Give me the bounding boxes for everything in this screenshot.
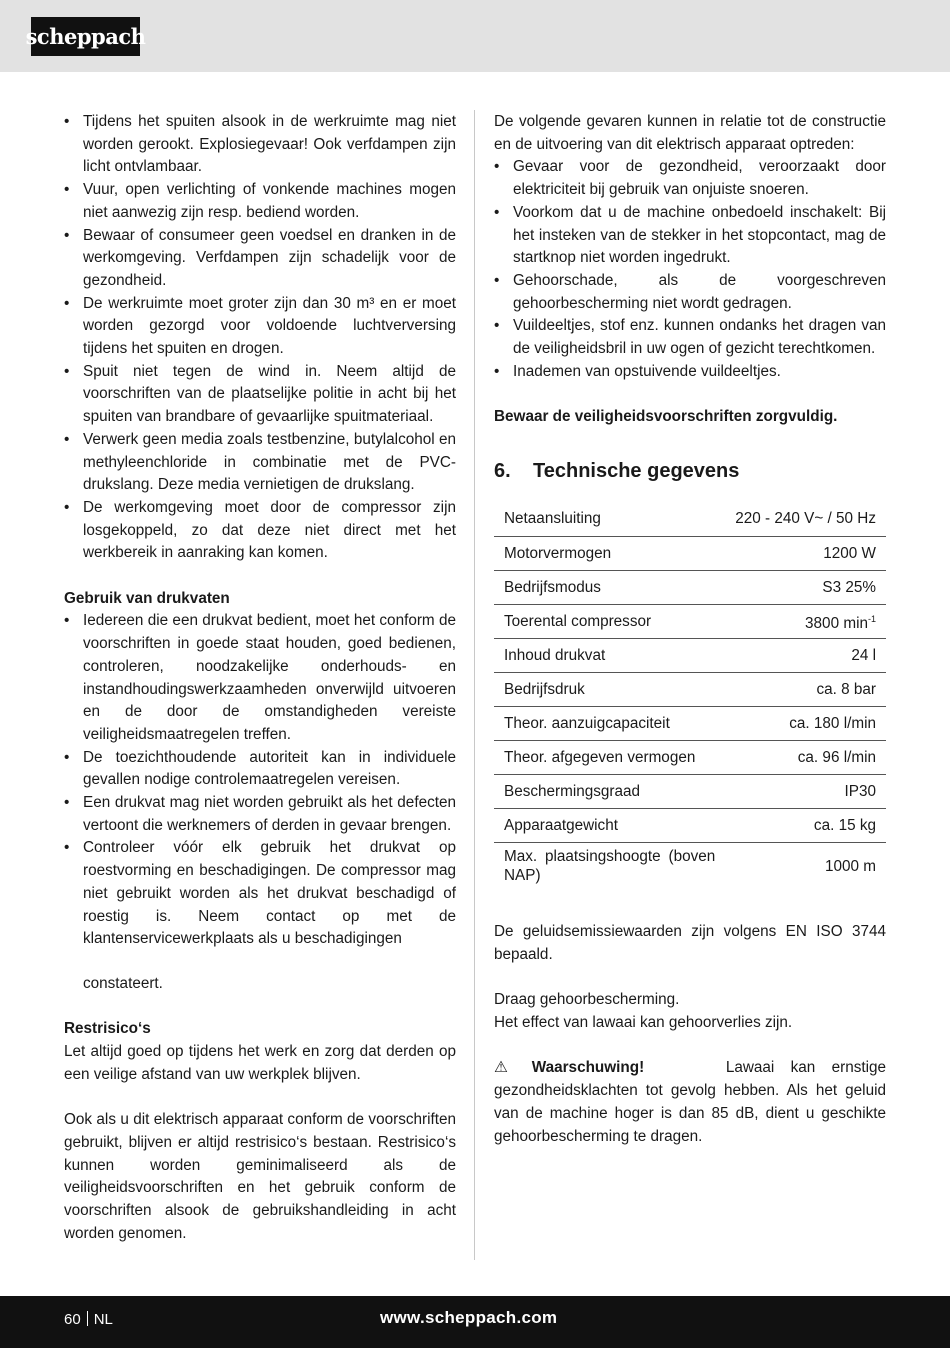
list-item: • Verwerk geen media zoals testbenzine, butylalcohol en methyleenchloride in combinatie met de PVC-drukslang. Deze media vernietigen de drukslang. xyxy=(64,429,456,497)
table-row xyxy=(494,638,886,672)
spec-label: Beschermingsgraad xyxy=(494,774,725,808)
noise-warning xyxy=(494,1057,886,1148)
pressure-vessel-list xyxy=(64,610,456,951)
spec-value: S3 25% xyxy=(725,570,886,604)
spec-value xyxy=(725,604,886,638)
list-item: • Spuit niet tegen de wind in. Neem altijd de voorschriften van de plaatselijke politie in acht bij het spuiten van brandbare of gevaarlijke spuitmateriaal. xyxy=(64,361,456,429)
left-column xyxy=(64,111,456,1245)
spec-value-exponent: -1 xyxy=(867,613,876,624)
warning-label: Waarschuwing! xyxy=(531,1059,645,1077)
keep-instructions-note: Bewaar de veiligheidsvoorschriften zorgvuldig. xyxy=(494,408,838,426)
page-number-value: 60 xyxy=(64,1311,81,1328)
spec-value: IP30 xyxy=(725,774,886,808)
page-footer xyxy=(0,1296,950,1348)
spec-label: Max. plaatsingshoogte (boven NAP) xyxy=(504,848,716,885)
list-item: • De werkomgeving moet door de compressor zijn losgekoppeld, zo dat deze niet direct met het werkbereik in aanraking kan komen. xyxy=(64,497,456,565)
list-item: • Inademen van opstuivende vuildeeltjes. xyxy=(494,361,886,384)
table-row xyxy=(494,604,886,638)
list-item: • Voorkom dat u de machine onbedoeld inschakelt: Bij het insteken van de stekker in het stopcontact, mag de startknop niet worden ingedrukt. xyxy=(494,202,886,270)
spec-value-text: 3800 min xyxy=(805,614,868,632)
column-divider xyxy=(474,110,475,1260)
spec-label: Theor. aanzuigcapaciteit xyxy=(494,706,725,740)
section-number: 6. xyxy=(494,459,511,482)
list-item: • Controleer vóór elk gebruik het drukvat op roestvorming en beschadigingen. De compressor mag niet gebruikt worden als het drukvat beschadigd of roestig is. Neem contact op met de klantenservicewerkplaats als u beschadigingen xyxy=(64,837,456,951)
table-row xyxy=(494,808,886,842)
spec-value: 1000 m xyxy=(824,857,876,875)
list-item: • Vuur, open verlichting of vonkende machines mogen niet aanwezig zijn resp. bediend worden. xyxy=(64,179,456,224)
list-item: • De werkruimte moet groter zijn dan 30 m³ en er moet worden gezorgd voor voldoende luchtverversing tijdens het spuiten en drogen. xyxy=(64,293,456,361)
separator xyxy=(87,1311,88,1326)
spray-safety-list xyxy=(64,111,456,565)
warning-text: Lawaai kan ernstige gezondheidsklachten tot gevolg hebben. Als het geluid van de machine hoger is dan 85 dB, dient u geschikte gehoorbescherming te dragen. xyxy=(494,1059,887,1145)
brand-logo: scheppach xyxy=(31,17,140,56)
section-title xyxy=(494,460,886,483)
spec-value: 220 - 240 V~ / 50 Hz xyxy=(725,502,886,536)
spec-label: Bedrijfsmodus xyxy=(494,570,725,604)
pressure-vessel-heading: Gebruik van drukvaten xyxy=(64,589,230,607)
spec-label: Netaansluiting xyxy=(494,502,725,536)
website-link[interactable]: www.scheppach.com xyxy=(380,1308,558,1327)
list-item: • Bewaar of consumeer geen voedsel en dranken in de werkomgeving. Verfdampen zijn schadelijk voor de gezondheid. xyxy=(64,225,456,293)
list-item: • De toezichthoudende autoriteit kan in individuele gevallen nodige controlemaatregelen vereisen. xyxy=(64,747,456,792)
continued-text: constateert. xyxy=(83,975,163,992)
hazards-list xyxy=(494,156,886,383)
language-code: NL xyxy=(93,1311,113,1328)
spec-value: ca. 180 l/min xyxy=(725,706,886,740)
noise-emission-text: De geluidsemissiewaarden zijn volgens EN ISO 3744 bepaald. xyxy=(494,923,886,963)
table-row xyxy=(494,536,886,570)
table-row xyxy=(494,842,886,890)
spec-value: ca. 96 l/min xyxy=(725,740,886,774)
residual-risk-text-1: Let altijd goed op tijdens het werk en zorg dat derden op een veilige afstand van uw werkplek blijven. xyxy=(64,1043,456,1083)
page-number xyxy=(64,1311,113,1328)
table-row xyxy=(494,570,886,604)
list-item: • Gehoorschade, als de voorgeschreven gehoorbescherming niet wordt gedragen. xyxy=(494,270,886,315)
list-item: • Gevaar voor de gezondheid, veroorzaakt door elektriciteit bij gebruik van onjuiste snoeren. xyxy=(494,156,886,201)
table-row xyxy=(494,502,886,536)
spec-value: 24 l xyxy=(725,638,886,672)
residual-risk-heading: Restrisico‘s xyxy=(64,1020,151,1038)
spec-label: Apparaatgewicht xyxy=(494,808,725,842)
spec-value: ca. 8 bar xyxy=(725,672,886,706)
page-header xyxy=(0,0,950,72)
warning-icon: ⚠ xyxy=(494,1059,508,1077)
table-row xyxy=(494,740,886,774)
residual-risk-text-2: Ook als u dit elektrisch apparaat conform de voorschriften gebruikt, blijven er altijd restrisico‘s bestaan. Restrisico‘s kunnen worden geminimaliseerd als de veiligheidsvoorschriften en het gebruik conform de voorschriften alsook de gebruikshandleiding in acht worden genomen. xyxy=(64,1111,456,1242)
table-row xyxy=(494,774,886,808)
list-item: • Tijdens het spuiten alsook in de werkruimte mag niet worden gerookt. Explosiegevaar! Ook verfdampen zijn licht ontvlambaar. xyxy=(64,111,456,179)
spec-value: 1200 W xyxy=(725,536,886,570)
right-column xyxy=(494,111,886,1148)
table-row xyxy=(494,706,886,740)
spec-label: Bedrijfsdruk xyxy=(494,672,725,706)
spec-label: Inhoud drukvat xyxy=(494,638,725,672)
list-item: • Iedereen die een drukvat bedient, moet het conform de voorschriften in goede staat houden, goed bedienen, controleren, noodzakelijke onderhouds- en instandhoudingswerkzaamheden onverwijld uitvoeren en de door de omstandigheden vereiste veiligheidsmaatregelen treffen. xyxy=(64,610,456,746)
noise-effect-text: Het effect van lawaai kan gehoorverlies zijn. xyxy=(494,1014,793,1032)
spec-value: ca. 15 kg xyxy=(725,808,886,842)
spec-label: Toerental compressor xyxy=(494,604,725,638)
spec-label: Motorvermogen xyxy=(494,536,725,570)
list-item: • Vuildeeltjes, stof enz. kunnen ondanks het dragen van de veiligheidsbril in uw ogen of gezicht terechtkomen. xyxy=(494,315,886,360)
section-title-text: Technische gegevens xyxy=(533,459,740,482)
spec-label: Theor. afgegeven vermogen xyxy=(494,740,725,774)
spec-table xyxy=(494,502,886,890)
hazards-intro: De volgende gevaren kunnen in relatie tot de constructie en de uitvoering van dit elektrisch apparaat optreden: xyxy=(494,113,886,153)
table-row xyxy=(494,672,886,706)
list-item: • Een drukvat mag niet worden gebruikt als het defecten vertoont die werknemers of derden in gevaar brengen. xyxy=(64,792,456,837)
hearing-protection-text: Draag gehoorbescherming. xyxy=(494,991,680,1009)
